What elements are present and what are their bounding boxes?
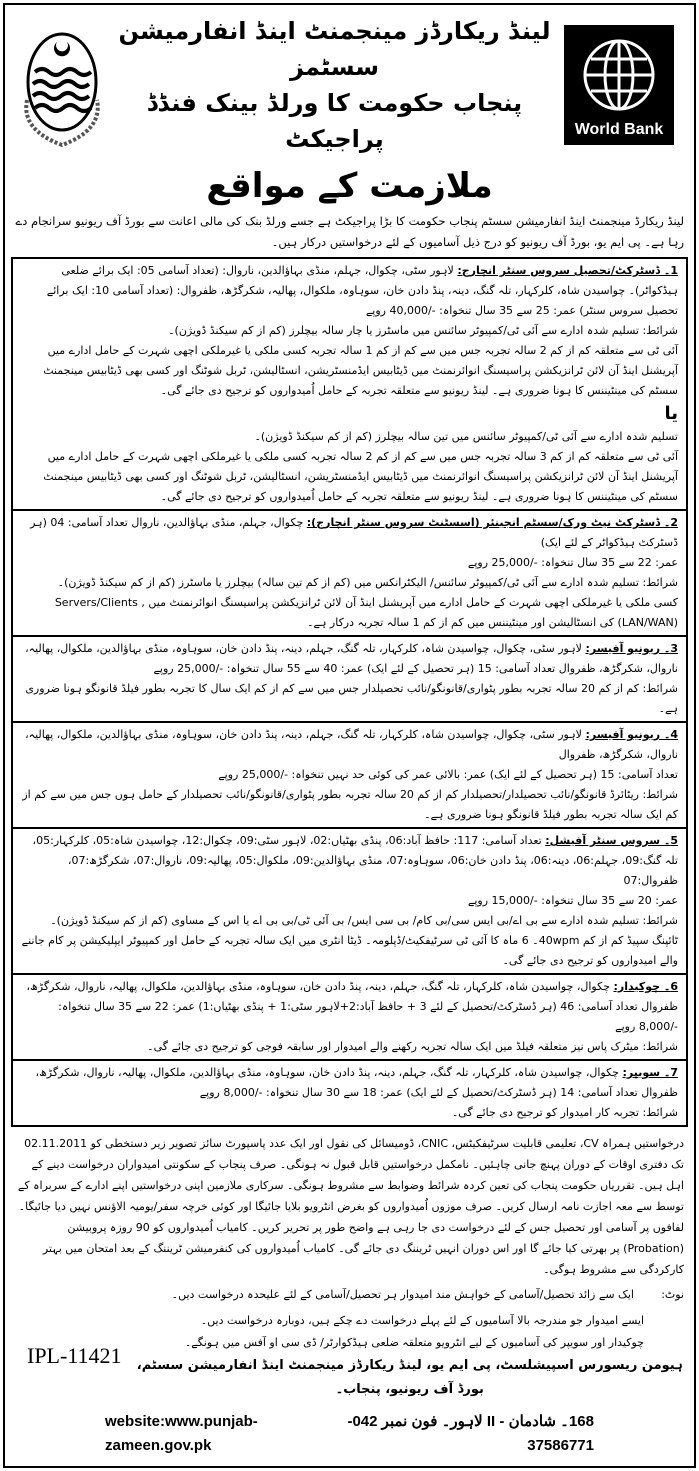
job-requirements: شرائط: کم از کم 20 سالہ تجربہ بطور پٹواری/قانونگو/نائب تحصیلدار جس میں سے کم از کم ایک سال کا تجربہ بطور فیلڈ قانونگو ہونا ضروری ہے۔ [25,682,678,715]
note-item: ایک سے زائد تحصیل/آسامی کے خواہش مند امیدوار ہر تحصیل/آسامی کے لئے علیحدہ درخواست دیں۔ [171,1288,634,1301]
application-instructions: درخواستیں ہمراہ CV، تعلیمی قابلیت سرٹیفکیٹس، CNIC، ڈومیسائل کی نقول اور ایک عدد پاسپورٹ سائز تصویر زیر دستخطی کو 02.11.2011 تک دفتری اوقات کے دوران پہنچ جانی چاہئیں۔ نامکمل درخواستیں قابل قبول نہ ہونگی۔ صرف پنجاب کے سکونتی امیدواران درخواست دینے کے اہل ہیں۔ تقرریاں حکومت پنجاب کی تعین کردہ شرائط وضوابط سے مشروط ہونگی۔ سرکاری ملازمین اپنی درخواستیں اپنے ادارے کے سربراہ کے توسط سے معہ اجازت نامہ ارسال کریں۔ صرف موزوں اُمیدواروں کو بغرض انٹرویو بلایا جائیگا اور کوئی خرچہ سفر/یومیہ الاؤنس نہیں دیا جائیگا۔ لفافوں پر آسامی اور تحصیل جس کے لئے درخواست دی جا رہی ہے واضح طور پر تحریر کریں۔ کامیاب اُمیدواروں کو 90 روزہ پروبیشن (Probation) پر بھرتی کیا جائے گا اور اس دوران انہیں ٹریننگ دی جائے گی۔ کامیاب اُمیدواروں کی کنفرمیشن ٹریننگ کے بعد امتحان میں بہتر کارکردگی سے مشروط ہوگی۔ [17,1137,684,1276]
job-section-7 [11,1059,688,1127]
world-bank-logo [564,25,674,145]
job-details: چکوال، چواسیدن شاہ، کلرکہار، تلہ گنگ، جہلم، دینہ، پنڈ دادن خان، سوہاوہ، منڈی بہاؤالدین، ملکوال، پھالیہ، ناروال، شکرگڑھ، ظفروال تعداد آسامی: 14 (ہر ڈسٹرکٹ/تحصیل کے لئے ایک) عمر: 18 سے 30 سال تنخواہ: -/8,000 روپے [35,1066,678,1099]
project-title-line2: پنجاب حکومت کا ورلڈ بینک فنڈڈ پراجیکٹ [146,89,523,153]
job-section-1 [11,257,688,509]
job-details: لاہور سٹی، چکوال، چواسیدن شاہ، کلرکہار، تلہ گنگ، جہلم، دینہ، پنڈ دادن خان، سوہاوہ، منڈی بہاؤالدین، ملکوال، پھالیہ، ناروال، شکرگڑھ، ظفروال تعداد آسامی: 15 (ہر تحصیل کے لئے ایک) عمر: 40 سے 55 سال تنخواہ: -/25,000 روپے [25,642,678,675]
website-link[interactable]: website:www.punjab-zameen.gov.pk [105,1413,258,1454]
job-requirements: شرائط: تسلیم شدہ ادارے سے بی اے/بی ایس سی/بی کام/ بی سی ایس/ بی آئی ٹی/بی بی اے یا اس کے مساوی (کم از کم سیکنڈ ڈویژن)۔ ٹائپنگ سپیڈ کم از کم 40wpm۔ 6 ماہ کا آئی ٹی سرٹیفکیٹ/ڈپلومہ۔ ڈیٹا انٹری میں ایک سالہ تجربہ کے حامل اور کمپیوٹر ایپلیکیشن پر کام جاننے والے امیدواروں کو ترجیح دی جائے گی۔ [21,914,678,967]
contact-info [5,1402,694,1458]
note-item: ایسے امیدوار جو مندرجہ بالا آسامیوں کے لئے پہلے درخواست دے چکے ہیں، دوبارہ درخواست دیں۔ [200,1314,644,1327]
job-experience: آئی ٹی سے متعلقہ کم از کم 2 سالہ تجربہ جس میں سے کم از کم 1 سالہ تجربہ کسی ملکی یا غیرملکی اچھی شہرت کے حامل ادارے میں آپریشنل اینڈ آن لائن ٹرانزیکشن پراسیسنگ انوائرنمنٹ میں ڈیٹابیس ایڈمنسٹریشن، انسٹالیشن، ٹربل شوٹنگ اور کسی بھی ڈیٹابیس مینجمنٹ سسٹم کی مینٹیننس کا ہونا ضروری ہے۔ لینڈ ریونیو سے متعلقہ تجربہ کے حامل اُمیدواروں کو ترجیح دی جائے گی۔ [43,344,678,397]
job-requirements: شرائط: میٹرک پاس نیز متعلقہ فیلڈ میں ایک سالہ تجربہ رکھنے والے امیدوار اور سابقہ فوجی کو ترجیح دی جائے گی۔ [147,1040,678,1053]
job-title: 5۔ سروس سنٹر آفیشل: [545,834,678,847]
note-label: نوٹ: [661,1288,684,1301]
project-title-line1: لینڈ ریکارڈز مینجمنٹ اینڈ انفارمیشن سسٹمز [118,17,551,81]
page-title: ملازمت کے مواقع [206,166,493,206]
job-section-2 [11,509,688,635]
or-separator: یا [664,403,678,424]
notes [5,1280,694,1306]
job-experience: کسی ملکی یا غیرملکی اچھی شہرت کے حامل ادارے میں آپریشنل اینڈ آن لائن ٹرانزیکشن پراسیسنگ انوائرنمنٹ میں Servers/Clients ,(LAN/WAN) کی انسٹالیشن اور مینٹیننس میں کم از کم 1 سالہ تجربہ درکار ہے۔ [54,596,678,629]
job-requirements: شرائط: تسلیم شدہ ادارے سے آئی ٹی/کمپیوٹر سائنس/ الیکٹرانکس میں (کم از کم تین سالہ) بیچلرز یا ماسٹرز (کم از کم سیکنڈ ڈویژن)۔ [57,576,678,589]
job-details: چکوال، چواسیدن شاہ، کلرکہار، تلہ گنگ، جہلم، دینہ، پنڈ دادن خان، سوہاوہ، منڈی بہاؤالدین، ملکوال، پھالیہ، ناروال، شکرگڑھ، ظفروال تعداد آسامی: 46 (ہر ڈسٹرکٹ/تحصیل کے لئے 3 + حافظ آباد:2+لاہور سٹی:1 + پنڈی بھٹیاں:1) عمر: 22 سے 35 سال تنخواہ: -/8,000 روپے [26,980,678,1033]
job-details: چکوال، جہلم، منڈی بہاؤالدین، ناروال تعداد آسامی: 04 (ہر ڈسٹرکٹ ہیڈکواٹر کے لئے ایک) [30,516,678,549]
world-bank-label: World Bank [574,121,664,138]
ad-header [5,5,694,157]
job-title: 2۔ ڈسٹرکٹ نیٹ ورک/سسٹم انجینئر (اسسٹنٹ سروس سنٹر انچارج): [306,516,678,529]
job-requirements: شرائط: تسلیم شدہ ادارے سے آئی ٹی/کمپیوٹر سائنس میں ماسٹرز یا چار سالہ بیچلرز (کم از کم سیکنڈ ڈویژن)۔ [168,324,678,337]
job-details: تعداد آسامی: 117: حافظ آباد:06، پنڈی بھٹیاں:02، لاہور سٹی:09، چکوال:12، چواسیدن شاہ:05، کلرکہار:05، تلہ گنگ:09، جہلم:06، دینہ:06، پنڈ دادن خان:06، سوہاوہ:07، منڈی بہاؤالدین:09، ملکوال:05، پھالیہ:09، ناروال:07، شکرگڑھ:07، ظفروال:07 [32,834,678,887]
job-details: لاہور سٹی، چکوال، چواسیدن شاہ، کلرکہار، تلہ گنگ، جہلم، دینہ، پنڈ دادن خان، سوہاوہ، منڈی بہاؤالدین، ملکوال، پھالیہ، ناروال، شکرگڑھ، ظفروال [25,728,678,761]
project-title [105,13,564,157]
job-section-3 [11,635,688,721]
globe-icon [579,35,659,115]
job-details: لاہور سٹی، چکوال، جہلم، منڈی بہاؤالدین، ناروال: (تعداد آسامی 05: ایک برائے ضلعی ہیڈکواٹر)۔ چواسیدن شاہ، کلرکہار، تلہ گنگ، دینہ، پنڈ دادن خان، سوہاوہ، ملکوال، پھالیہ، شکرگڑھ، ظفروال: (تعداد آسامی 10: ایک برائے تحصیل سروس سنٹر) عمر: 25 سے 35 سال تنخواہ: -/40,000 روپے [46,264,678,317]
job-requirements: شرائط: تجربہ کار امیدوار کو ترجیح دی جائے گی۔ [451,1106,678,1119]
signatory: ہیومن ریسورس اسپیشلسٹ، پی ایم یو، لینڈ ریکارڈز مینجمنٹ اینڈ انفارمیشن سسٹم، بورڈ آف ریونیو، پنجاب۔ [136,1358,683,1397]
job-title: 4۔ ریونیو آفیسر: [585,728,678,741]
intro-paragraph: لینڈ ریکارڈ مینجمنٹ اینڈ انفارمیشن سسٹم پنجاب حکومت کا بڑا پراجیکٹ ہے جسے ورلڈ بنک کی مالی اعانت سے بورڈ آف ریونیو سرانجام دے رہا ہے۔ پی ایم یو، بورڈ آف ریونیو کو درج ذیل آسامیوں کے لئے درخواستیں درکار ہیں۔ [15,214,684,249]
bottom-block [5,1306,694,1402]
job-age-salary: عمر: 20 سے 35 سال تنخواہ: -/15,000 روپے [467,894,678,907]
job-alt-requirements: تسلیم شدہ ادارے سے آئی ٹی/کمپیوٹر سائنس میں تین سالہ بیچلرز (کم از کم سیکنڈ ڈویژن)۔ [254,430,678,443]
ipl-code: IPL-11421 [27,1343,122,1368]
job-title: 1۔ ڈسٹرکٹ/تحصیل سروس سنٹر انچارج: [457,264,678,277]
note-item: چوکیدار اور سویپر کی آسامیوں کے لیے انٹرویو متعلقہ ضلعی ہیڈکوارٹر/ ڈی سی او آفس میں ہونگے۔ [184,1336,644,1349]
job-section-5 [11,827,688,973]
job-section-4 [11,721,688,827]
job-alt-experience: آئی ٹی سے متعلقہ کم از کم 3 سالہ تجربہ جس میں سے کم از کم 2 سالہ تجربہ کسی ملکی یا غیرملکی اچھی شہرت کے حامل ادارے میں آپریشنل اینڈ آن لائن ٹرانزیکشن پراسیسنگ انوائرنمنٹ میں ڈیٹابیس ایڈمنسٹریشن، انسٹالیشن، ٹربل شوٹنگ اور کسی بھی ڈیٹابیس مینجمنٹ سسٹم کی مینٹیننس کا ہونا ضروری ہے۔ لینڈ ریونیو سے متعلقہ تجربہ کے حامل اُمیدواروں کو ترجیح دی جائے گی۔ [43,450,678,503]
job-title: 7۔ سویپر: [622,1066,678,1079]
job-requirements: شرائط: ریٹائرڈ قانونگو/نائب تحصیلدار/تحصیلدار کم از کم 20 سالہ تجربہ بطور پٹواری/قانونگو/نائب تحصیلدار کے حامل ہوں جس میں سے کم از کم ایک سالہ تجربہ بطور فیلڈ قانونگو ہونا ضروری ہے۔ [22,788,678,821]
bottom-right [136,1310,684,1402]
address-phone: 168۔ شادمان - II لاہور۔ فون نمبر 042-37586771 [347,1413,594,1454]
job-title: 6۔ چوکیدار: [613,980,678,993]
punjab-government-seal-icon [19,20,105,150]
job-age-salary: عمر: 22 سے 35 سال تنخواہ: -/25,000 روپے [467,556,678,569]
job-title: 3۔ ریونیو آفیسر: [585,642,678,655]
job-section-6 [11,973,688,1059]
job-advertisement [3,3,696,1468]
job-age-salary: تعداد آسامی: 15 (ہر تحصیل کے لئے ایک) عمر: بالائی عمر کی کوئی حد نہیں تنخواہ: -/25,000 روپے [218,768,678,781]
